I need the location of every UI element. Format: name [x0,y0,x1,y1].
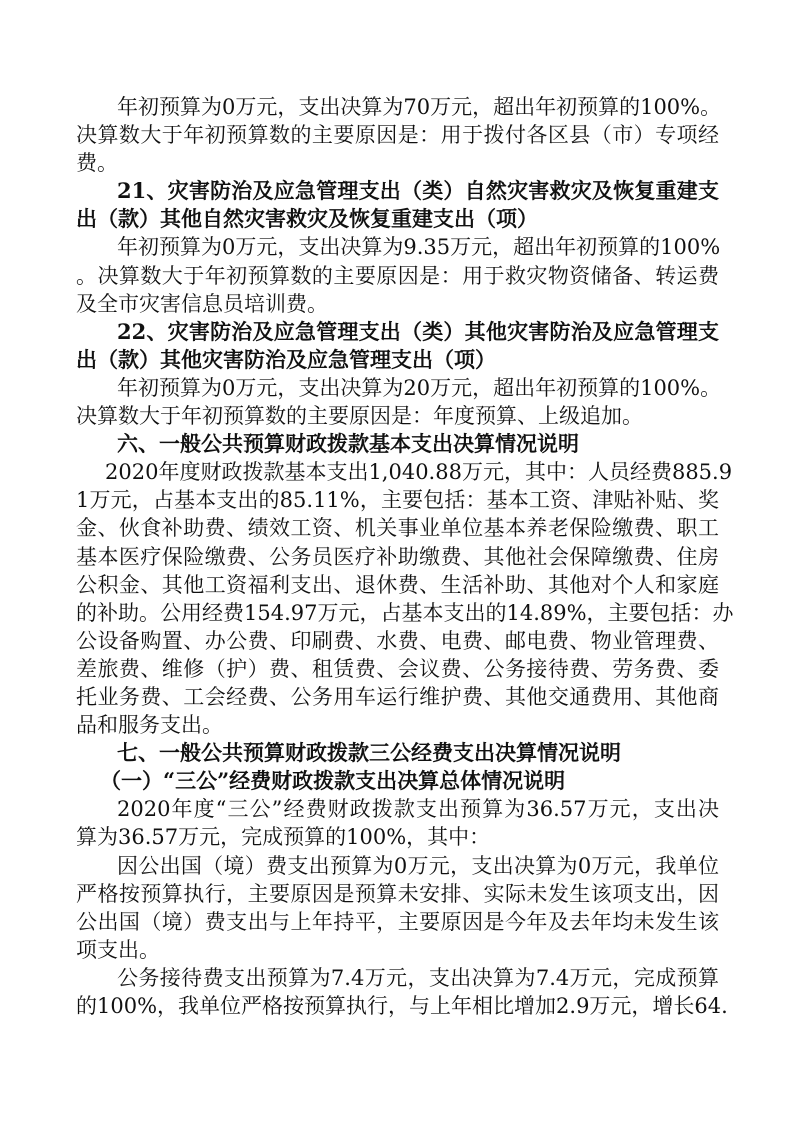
text-line: 严格按预算执行，主要原因是预算未安排、实际未发生该项支出，因 [76,881,719,906]
text-line: 2020年度“三公”经费财政拨款支出预算为36.57万元，支出决 [117,797,719,822]
body-paragraph [76,458,734,739]
section-heading [76,430,719,458]
text-line: 公出国（境）费支出与上年持平，主要原因是今年及去年均未发生该 [76,909,719,934]
text-line: 。决算数大于年初预算数的主要原因是：用于救灾物资储备、转运费 [76,263,719,288]
text-line: 基本医疗保险缴费、公务员医疗补助缴费、其他社会保障缴费、住房 [76,544,719,569]
body-paragraph [76,964,728,1020]
text-line: 年初预算为0万元，支出决算为9.35万元，超出年初预算的100% [117,235,721,260]
text-line: 项支出。 [76,937,160,962]
document-page [76,93,734,1020]
text-line: （一）“三公”经费财政拨款支出决算总体情况说明 [100,768,566,794]
text-line: 公务接待费支出预算为7.4万元，支出决算为7.4万元，完成预算 [117,965,719,990]
text-line: 差旅费、维修（护）费、租赁费、会议费、公务接待费、劳务费、委 [76,656,719,681]
text-line: 费。 [76,151,118,176]
text-line: 品和服务支出。 [76,713,223,738]
body-paragraph [76,795,719,851]
section-heading [76,739,719,767]
text-line: 22、灾害防治及应急管理支出（类）其他灾害防治及应急管理支 [117,318,719,344]
text-line: 算为36.57万元，完成预算的100%，其中： [76,825,491,850]
text-line: 托业务费、工会经费、公务用车运行维护费、其他交通费用、其他商 [76,684,719,709]
text-line: 出（款）其他灾害防治及应急管理支出（项） [76,346,496,372]
section-heading [76,177,719,233]
text-line: 决算数大于年初预算数的主要原因是：年度预算、上级追加。 [76,404,643,429]
text-line: 因公出国（境）费支出预算为0万元，支出决算为0万元，我单位 [117,853,719,878]
text-line: 公设备购置、办公费、印刷费、水费、电费、邮电费、物业管理费、 [76,628,719,653]
body-paragraph [76,374,722,430]
text-line: 七、一般公共预算财政拨款三公经费支出决算情况说明 [117,740,621,766]
text-line: 1万元，占基本支出的85.11%，主要包括：基本工资、津贴补贴、奖 [76,488,719,513]
body-paragraph [76,93,722,177]
text-line: 六、一般公共预算财政拨款基本支出决算情况说明 [117,431,579,457]
text-line: 的补助。公用经费154.97万元，占基本支出的14.89%，主要包括：办 [76,600,734,625]
text-line: 年初预算为0万元，支出决算为20万元，超出年初预算的100%。 [117,375,722,400]
text-line: 决算数大于年初预算数的主要原因是：用于拨付各区县（市）专项经 [76,123,719,148]
text-line: 出（款）其他自然灾害救灾及恢复重建支出（项） [76,206,538,232]
text-line: 2020年度财政拨款基本支出1,040.88万元，其中：人员经费885.9 [105,460,733,485]
text-line: 的100%，我单位严格按预算执行，与上年相比增加2.9万元，增长64. [76,994,728,1018]
text-line: 及全市灾害信息员培训费。 [76,291,328,316]
section-heading [76,767,719,795]
text-line: 金、伙食补助费、绩效工资、机关事业单位基本养老保险缴费、职工 [76,516,719,541]
text-line: 年初预算为0万元，支出决算为70万元，超出年初预算的100%。 [117,95,722,119]
text-line: 公积金、其他工资福利支出、退休费、生活补助、其他对个人和家庭 [76,572,719,597]
body-paragraph [76,233,719,317]
body-paragraph [76,852,719,964]
text-line: 21、灾害防治及应急管理支出（类）自然灾害救灾及恢复重建支 [117,178,719,204]
section-heading [76,318,719,374]
